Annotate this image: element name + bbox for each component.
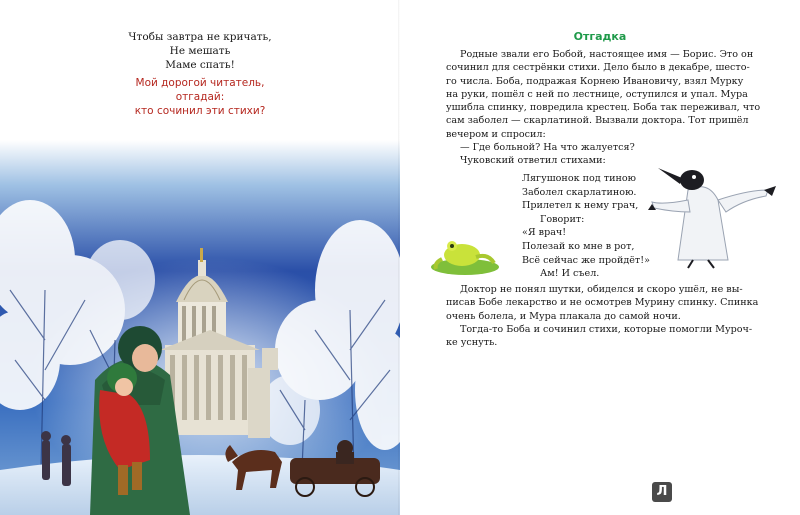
verse-line: Прилетел к нему грач, <box>522 200 639 212</box>
left-poem <box>0 30 400 72</box>
text-line: ушибла спинку, повредила крестец. Боба так переживал, что <box>446 102 761 114</box>
text-line: Родные звали его Бобой, настоящее имя — Борис. Это он <box>460 49 754 60</box>
section-heading: Отгадка <box>573 30 627 43</box>
reader-question <box>0 76 400 118</box>
verse-line: Заболел скарлатиною. <box>522 186 637 198</box>
text-line: Тогда-то Боба и сочинил стихи, которые помогли Мурoч- <box>460 323 753 335</box>
publisher-logo: Л <box>652 482 672 502</box>
verse-line: Всё сейчас же пройдёт!» <box>522 254 650 266</box>
text-line: ке уснуть. <box>446 337 498 349</box>
right-page <box>400 0 800 515</box>
crow-doctor-illustration <box>648 160 778 270</box>
poem-line: Маме спать! <box>165 59 235 71</box>
text-line: Доктор не понял шутки, обиделся и скоро ушёл, не вы- <box>460 284 743 295</box>
poem-line: Не мешать <box>169 45 231 57</box>
question-line: кто сочинил эти стихи? <box>134 105 266 117</box>
frog-illustration <box>428 233 502 277</box>
text-line: го числа. Боба, подражая Корнею Ивановичу, взял Мурку <box>446 75 744 87</box>
answer-intro: Чуковский ответил стихами: <box>460 155 606 167</box>
text-line: писав Бобе лекарство и не осмотрев Мурину спинку. Спинка <box>446 297 759 309</box>
question-line: Мой дорогой читатель, <box>135 77 265 89</box>
verse-line: Говорит: <box>540 213 585 225</box>
verse <box>522 172 650 281</box>
verse-line: «Я врач! <box>522 227 567 239</box>
verse-line: Лягушонок под тиною <box>522 173 636 184</box>
text-line: сам заболел — скарлатиной. Вызвали доктора. Тот пришёл <box>446 115 749 127</box>
paragraph-2 <box>446 283 776 349</box>
text-line: очень болела, и Мура плакала до самой ночи. <box>446 310 681 322</box>
text-line: вечером и спросил: <box>446 128 546 140</box>
winter-cathedral-illustration <box>0 140 400 515</box>
verse-line: Полезай ко мне в рот, <box>522 240 635 252</box>
dialogue-line: — Где больной? На что жалуется? <box>460 142 635 154</box>
poem-line: Чтобы завтра не кричать, <box>128 31 272 43</box>
verse-line: Ам! И съел. <box>540 268 600 280</box>
text-line: сочинил для сестрёнки стихи. Дело было в декабре, шесто- <box>446 62 750 74</box>
text-line: на руки, пошёл с ней по лестнице, оступился и упал. Мура <box>446 88 748 100</box>
question-line: отгадай: <box>175 91 225 103</box>
paragraph-1 <box>446 48 776 168</box>
